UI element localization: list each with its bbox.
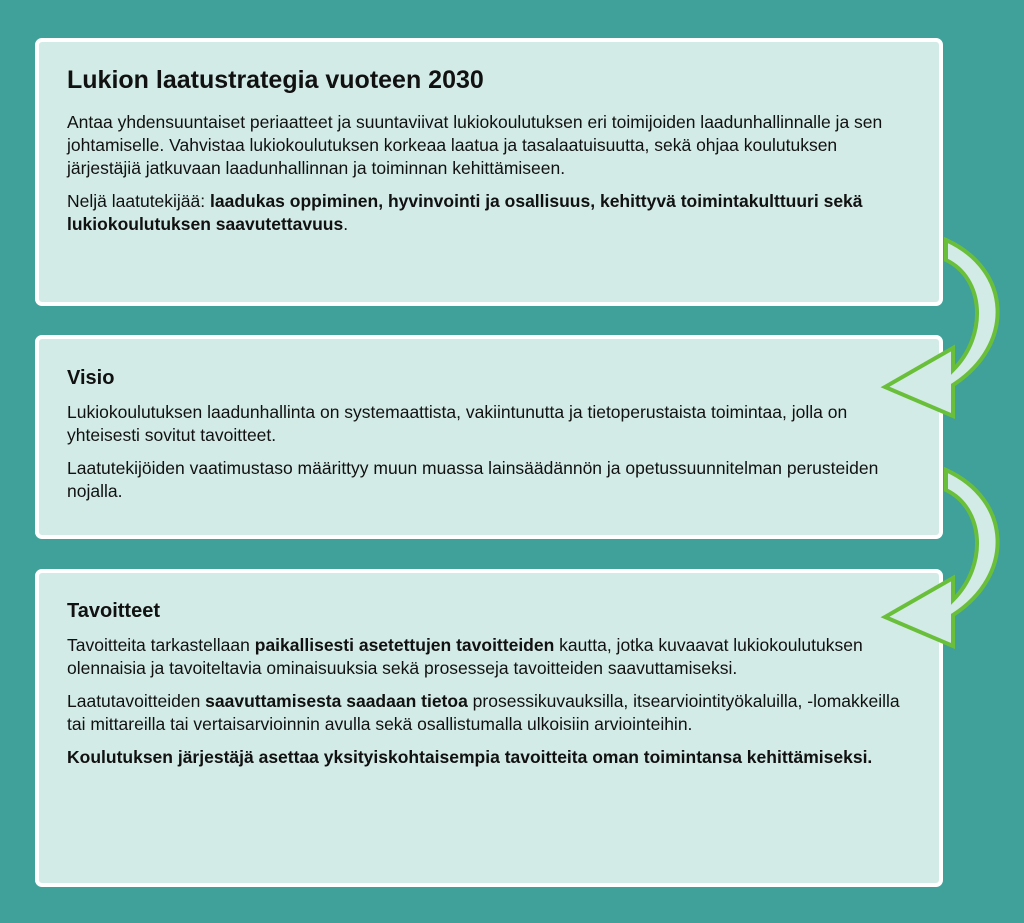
vision-box: [35, 335, 943, 539]
vision-title: Visio: [67, 367, 115, 389]
vision-text-2: Laatutekijöiden vaatimustaso määrittyy muun muassa lainsäädännön ja opetussuunnitelman perusteiden nojalla.: [67, 458, 879, 501]
goals-text-1-bold: paikallisesti asetettujen tavoitteiden: [254, 635, 555, 655]
goals-text-2-bold: saavuttamisesta saadaan tietoa: [205, 691, 468, 711]
goals-text-1-end: kautta, jotka kuvaavat lukiokoulutuksen olennaisia ja tavoiteltavia ominaisuuksia sekä prosesseja tavoitteiden saavuttamiseksi.: [67, 635, 863, 678]
quality-factors-list: laadukas oppiminen, hyvinvointi ja osallisuus, kehittyvä toimintakulttuuri sekä lukiokoulutuksen saavutettavuus: [67, 191, 863, 234]
goals-text-2-end: prosessikuvauksilla, itsearviointityökaluilla, -lomakkeilla tai mittareilla tai vertaisarvioinnin avulla sekä osallistumalla ulkoisiin arviointeihin.: [67, 691, 900, 734]
goals-text-1-start: Tavoitteita tarkastellaan: [67, 635, 255, 655]
goals-title: Tavoitteet: [67, 600, 160, 622]
strategy-description: Antaa yhdensuuntaiset periaatteet ja suuntaviivat lukiokoulutuksen eri toimijoiden laadunhallinnalle ja sen johtamiselle. Vahvistaa lukiokoulutuksen korkeaa laatua ja tasalaatuisuutta, sekä ohjaa koulutuksen järjestäjiä jatkuvaan laadunhallinnan ja toiminnan kehittämiseen.: [67, 112, 883, 178]
quality-factors-label: Neljä laatutekijää:: [67, 191, 210, 211]
strategy-title: Lukion laatustrategia vuoteen 2030: [67, 66, 484, 94]
quality-factors-text: [67, 190, 911, 236]
vision-text-1: Lukiokoulutuksen laadunhallinta on systemaattista, vakiintunutta ja tietoperustaista toimintaa, jolla on yhteisesti sovitut tavoitteet.: [67, 402, 848, 445]
goals-text-3-bold: Koulutuksen järjestäjä asettaa yksityiskohtaisempia tavoitteita oman toimintansa kehittämiseksi.: [67, 747, 873, 767]
goals-box: [35, 569, 943, 887]
goals-text-2: [67, 690, 911, 736]
quality-factors-end: .: [343, 214, 349, 234]
goals-text-2-start: Laatutavoitteiden: [67, 691, 206, 711]
goals-text-3: [67, 746, 911, 769]
goals-text-1: [67, 634, 911, 680]
strategy-box: [35, 38, 943, 306]
